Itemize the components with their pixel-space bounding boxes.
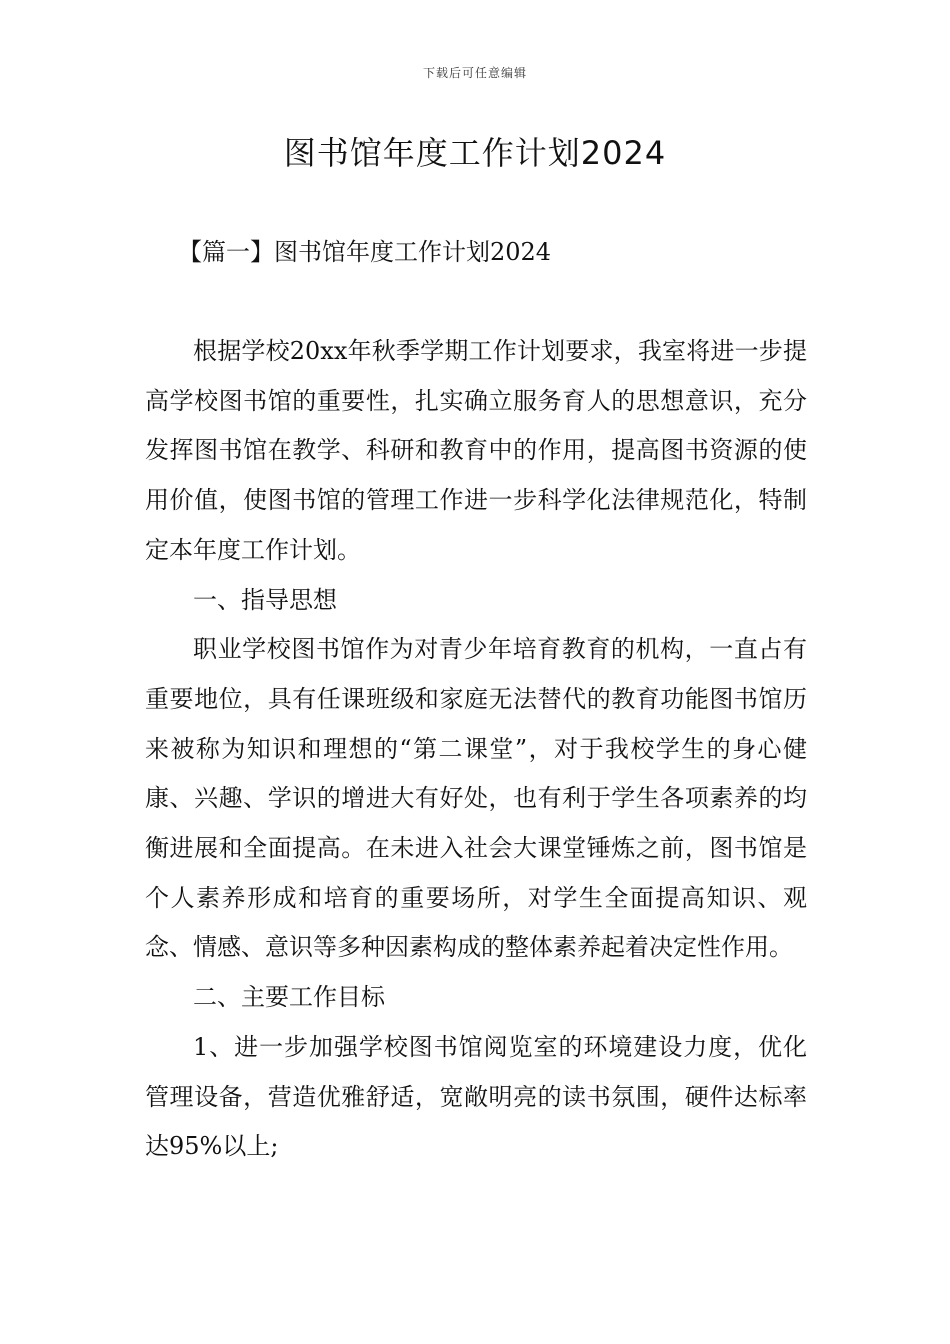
guiding-ideology-paragraph: 职业学校图书馆作为对青少年培育教育的机构，一直占有重要地位，具有任课班级和家庭无法替代的教育功能图书馆历来被称为知识和理想的“第二课堂”，对于我校学生的身心健康、兴趣、学识的增进大有好处，也有利于学生各项素养的均衡进展和全面提高。在未进入社会大课堂锤炼之前，图书馆是个人素养形成和培育的重要场所，对学生全面提高知识、观念、情感、意识等多种因素构成的整体素养起着决定性作用。 — [145, 635, 807, 962]
goal-item-1: 1、进一步加强学校图书馆阅览室的环境建设力度，优化管理设备，营造优雅舒适，宽敞明亮的读书氛围，硬件达标率达95%以上; — [145, 1032, 807, 1161]
document-body — [145, 327, 807, 1172]
intro-paragraph: 根据学校20xx年秋季学期工作计划要求，我室将进一步提高学校图书馆的重要性，扎实确立服务育人的思想意识，充分发挥图书馆在教学、科研和教育中的作用，提高图书资源的使用价值，使图书馆的管理工作进一步科学化法律规范化，特制定本年度工作计划。 — [145, 337, 807, 564]
header-note: 下载后可任意编辑 — [422, 66, 527, 80]
section-heading: 【篇一】图书馆年度工作计划2024 — [178, 238, 552, 266]
main-goals-heading: 二、主要工作目标 — [193, 983, 385, 1012]
document-title: 图书馆年度工作计划2024 — [283, 134, 667, 172]
guiding-ideology-heading: 一、指导思想 — [193, 585, 337, 614]
